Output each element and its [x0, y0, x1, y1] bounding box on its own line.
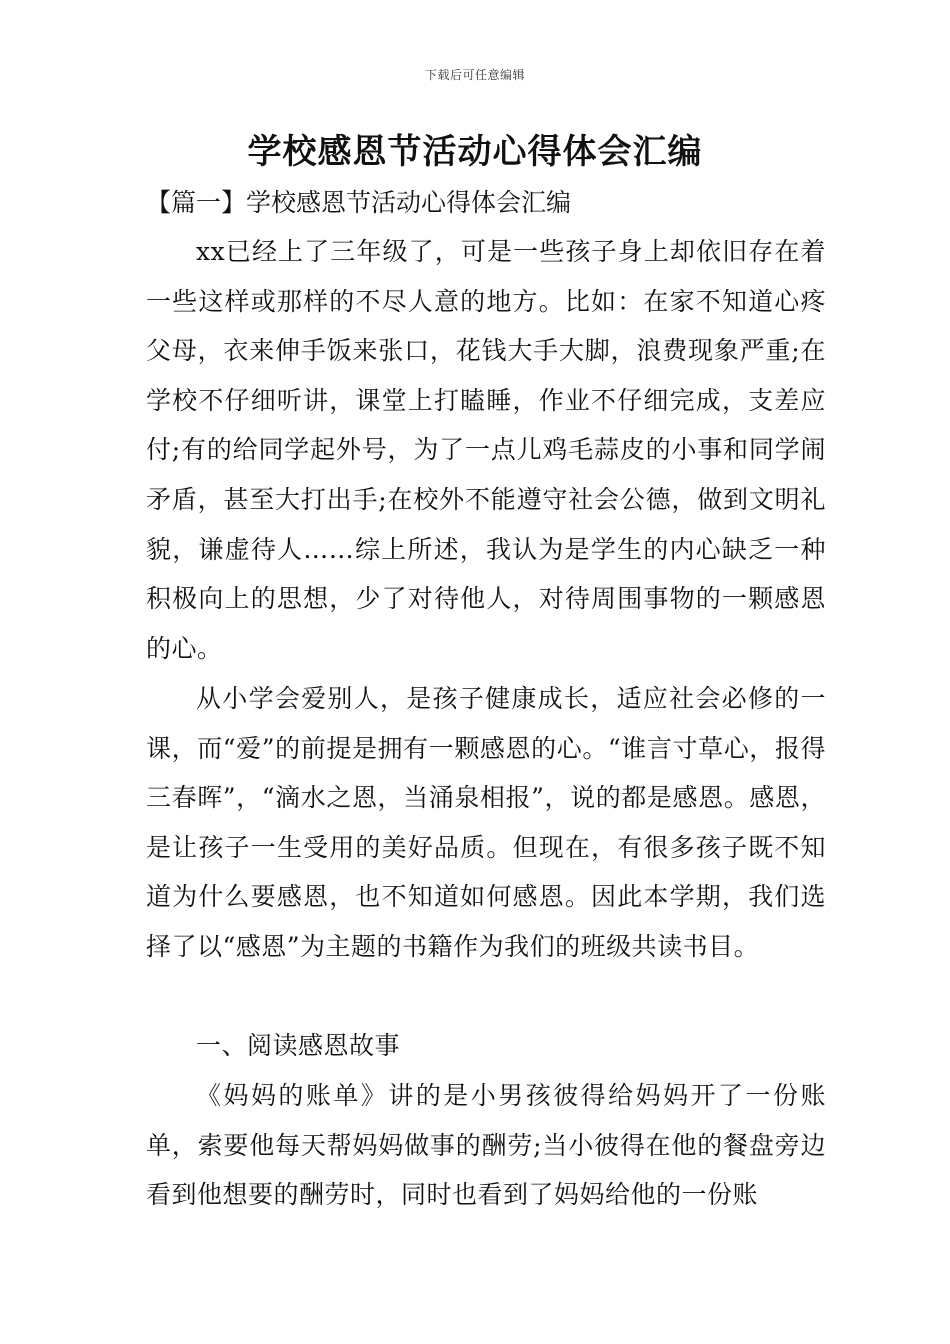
section-heading: 【篇一】学校感恩节活动心得体会汇编 [146, 188, 572, 217]
paragraph-1: xx已经上了三年级了，可是一些孩子身上却依旧存在着一些这样或那样的不尽人意的地方。比如：在家不知道心疼父母，衣来伸手饭来张口，花钱大手大脚，浪费现象严重;在学校不仔细听讲，课堂上打瞌睡，作业不仔细完成，支差应付;有的给同学起外号，为了一点儿鸡毛蒜皮的小事和同学闹矛盾，甚至大打出手;在校外不能遵守社会公德，做到文明礼貌，谦虚待人……综上所述，我认为是学生的内心缺乏一种积极向上的思想，少了对待他人，对待周围事物的一颗感恩的心。 [146, 237, 826, 663]
paragraph-3: 《妈妈的账单》讲的是小男孩彼得给妈妈开了一份账单，索要他每天帮妈妈做事的酬劳;当小彼得在他的餐盘旁边看到他想要的酬劳时，同时也看到了妈妈给他的一份账 [146, 1081, 826, 1210]
paragraph-2: 从小学会爱别人，是孩子健康成长，适应社会必修的一课，而“爱”的前提是拥有一颗感恩的心。“谁言寸草心，报得三春晖”，“滴水之恩，当涌泉相报”，说的都是感恩。感恩，是让孩子一生受用的美好品质。但现在，有很多孩子既不知道为什么要感恩，也不知道如何感恩。因此本学期，我们选择了以“感恩”为主题的书籍作为我们的班级共读书目。 [146, 684, 826, 961]
document-title: 学校感恩节活动心得体会汇编 [247, 132, 703, 172]
subsection-heading: 一、阅读感恩故事 [196, 1031, 401, 1060]
header-note: 下载后可任意编辑 [424, 68, 525, 82]
